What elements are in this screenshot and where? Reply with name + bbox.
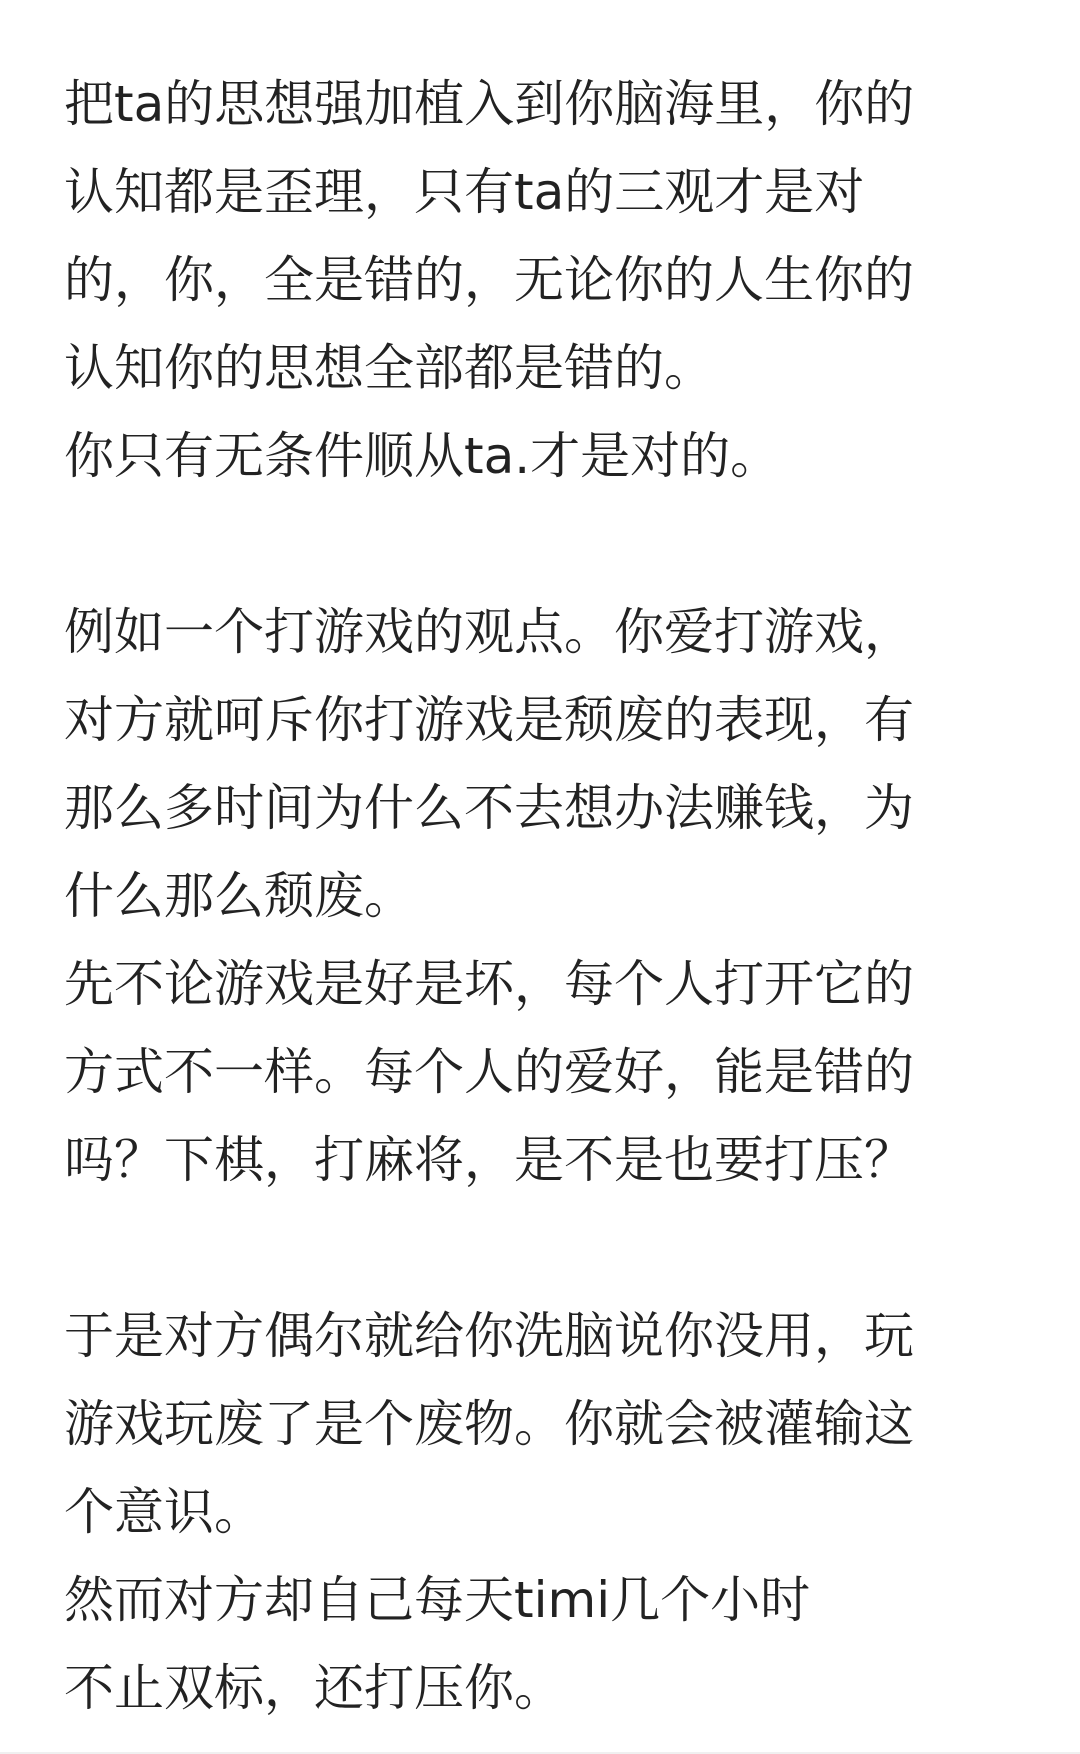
text-line: 认知你的思想全部都是错的。 [64, 339, 714, 397]
text-line: 不止双标，还打压你。 [64, 1659, 564, 1717]
text-line: 然而对方却自己每天timi几个小时 [64, 1571, 811, 1629]
text-line: 你只有无条件顺从ta.才是对的。 [64, 427, 781, 485]
paragraph-3 [64, 1292, 1064, 1732]
text-line: 什么那么颓废。 [64, 867, 414, 925]
text-line: 认知都是歪理，只有ta的三观才是对 [64, 163, 865, 221]
text-line: 游戏玩废了是个废物。你就会被灌输这 [64, 1395, 914, 1453]
text-line: 例如一个打游戏的观点。你爱打游戏， [64, 603, 914, 661]
text-line: 个意识。 [64, 1483, 264, 1541]
text-line: 先不论游戏是好是坏，每个人打开它的 [64, 955, 914, 1013]
text-line: 于是对方偶尔就给你洗脑说你没用，玩 [64, 1307, 914, 1365]
text-line: 对方就呵斥你打游戏是颓废的表现，有 [64, 691, 914, 749]
article-body [64, 60, 1064, 1732]
paragraph-1 [64, 60, 1064, 500]
text-line: 把ta的思想强加植入到你脑海里，你的 [64, 75, 915, 133]
paragraph-2 [64, 588, 1064, 1204]
text-line: 吗？下棋，打麻将，是不是也要打压？ [64, 1131, 914, 1189]
text-line: 方式不一样。每个人的爱好，能是错的 [64, 1043, 914, 1101]
text-line: 那么多时间为什么不去想办法赚钱，为 [64, 779, 914, 837]
text-line: 的，你，全是错的，无论你的人生你的 [64, 251, 914, 309]
